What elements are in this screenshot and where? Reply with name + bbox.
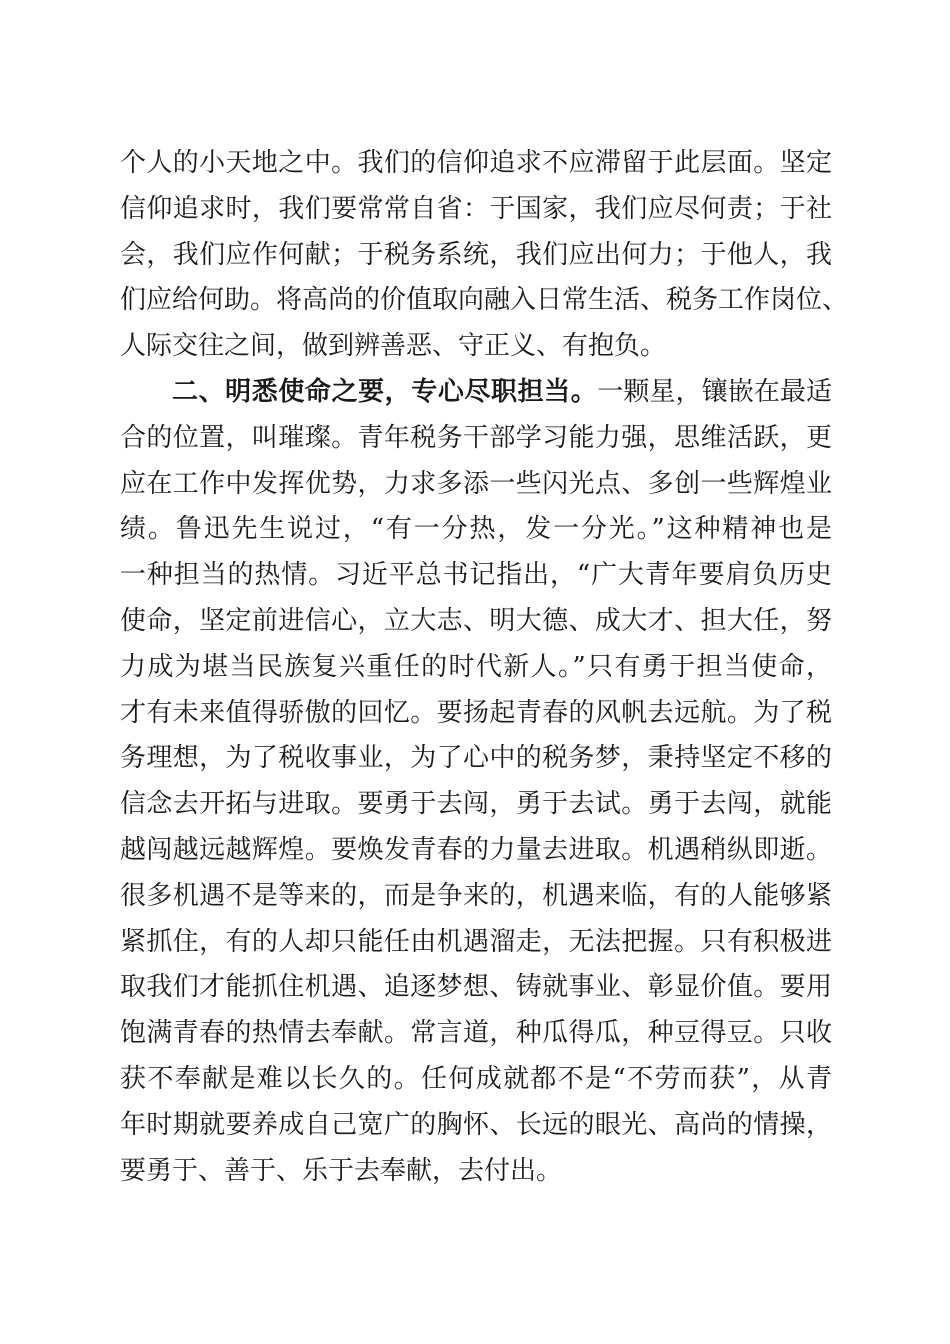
- text-line: 人际交往之间，做到辨善恶、守正义、有抱负。: [120, 331, 667, 362]
- text-span: 一颗星，镶嵌在最适: [597, 376, 832, 407]
- text-line: 合的位置，叫璀璨。青年税务干部学习能力强，思维活跃，更: [120, 422, 832, 453]
- text-line: 信仰追求时，我们要常常自省：于国家，我们应尽何责；于社: [120, 193, 832, 224]
- text-line: 使命，坚定前进信心，立大志、明大德、成大才、担大任，努: [120, 605, 832, 636]
- text-line: 个人的小天地之中。我们的信仰追求不应滞留于此层面。坚定: [120, 148, 832, 178]
- text-line: 绩。鲁迅先生说过，“有一分热，发一分光。”这种精神也是: [120, 514, 832, 545]
- text-line: 应在工作中发挥优势，力求多添一些闪光点、多创一些辉煌业: [120, 468, 832, 499]
- text-line: 才有未来值得骄傲的回忆。要扬起青春的风帆去远航。为了税: [120, 697, 832, 728]
- text-line: 紧抓住，有的人却只能任由机遇溜走，无法把握。只有积极进: [120, 926, 832, 957]
- text-line: 越闯越远越辉煌。要焕发青春的力量去进取。机遇稍纵即逝。: [120, 834, 832, 865]
- paragraph-mission: [120, 370, 832, 1194]
- text-line: 饱满青春的热情去奉献。常言道，种瓜得瓜，种豆得豆。只收: [120, 1018, 832, 1049]
- text-line: 信念去开拓与进取。要勇于去闯，勇于去试。勇于去闯，就能: [120, 789, 832, 820]
- text-line: [120, 370, 832, 416]
- text-line: 一种担当的热情。习近平总书记指出，“广大青年要肩负历史: [120, 560, 832, 591]
- text-line: 年时期就要养成自己宽广的胸怀、长远的眼光、高尚的情操，: [120, 1109, 832, 1140]
- section-heading: 二、明悉使命之要，专心尽职担当。: [172, 376, 598, 407]
- text-line: 会，我们应作何献；于税务系统，我们应出何力；于他人，我: [120, 239, 832, 270]
- text-line: 获不奉献是难以长久的。任何成就都不是“不劳而获”，从青: [120, 1063, 832, 1094]
- text-line: 务理想，为了税收事业，为了心中的税务梦，秉持坚定不移的: [120, 743, 832, 774]
- document-body: [120, 141, 849, 1194]
- paragraph-faith-pursuit: [120, 141, 849, 370]
- text-line: 们应给何助。将高尚的价值取向融入日常生活、税务工作岗位、: [120, 285, 849, 316]
- text-line: 要勇于、善于、乐于去奉献，去付出。: [120, 1155, 563, 1186]
- text-line: 很多机遇不是等来的，而是争来的，机遇来临，有的人能够紧: [120, 880, 832, 911]
- text-line: 取我们才能抓住机遇、追逐梦想、铸就事业、彰显价值。要用: [120, 972, 832, 1003]
- text-line: 力成为堪当民族复兴重任的时代新人。”只有勇于担当使命，: [120, 651, 832, 682]
